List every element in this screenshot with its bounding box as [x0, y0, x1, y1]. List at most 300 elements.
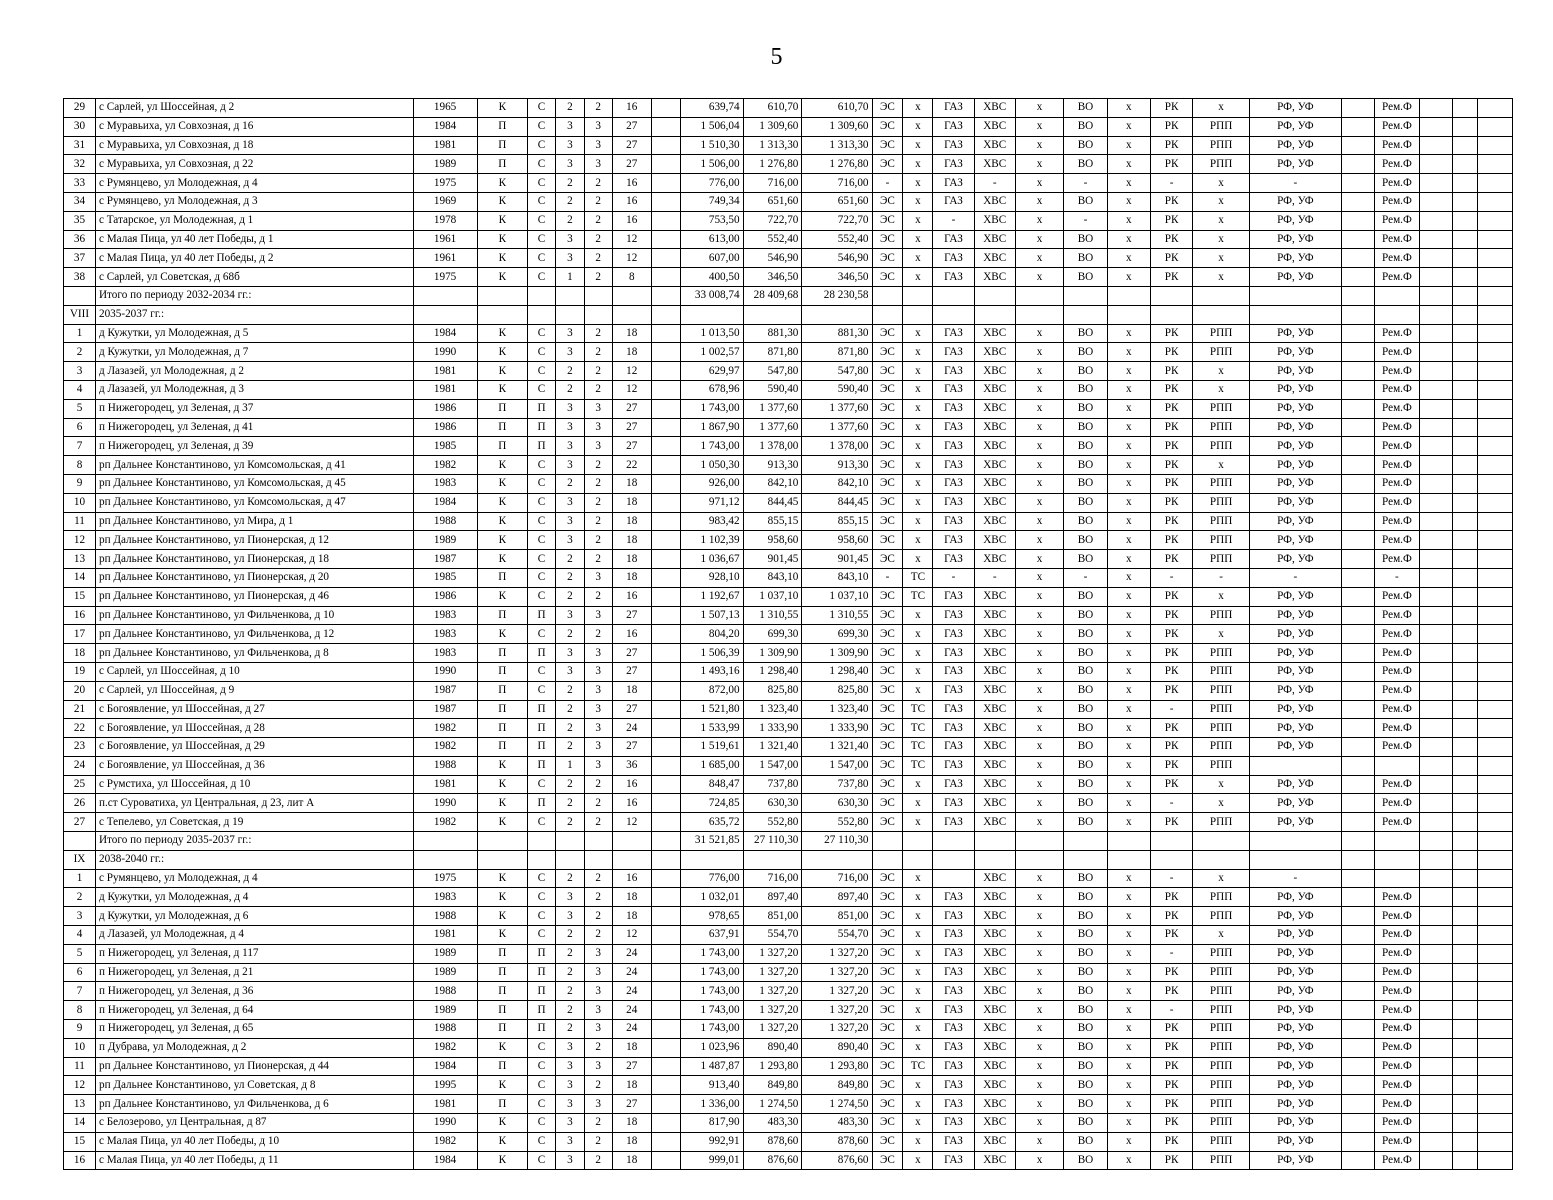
cell-residential-area: 842,10: [802, 474, 872, 493]
cell-gas: ГАЗ: [933, 1095, 974, 1114]
cell-facade: РФ, УФ: [1249, 324, 1341, 343]
cell-residential-area: 901,45: [802, 550, 872, 569]
cell-floors: 3: [555, 644, 584, 663]
cell-row-number: 30: [64, 117, 96, 136]
cell-apartments: 27: [612, 155, 651, 174]
cell-apartments: 24: [612, 1001, 651, 1020]
cell-blank-2: [1341, 456, 1374, 475]
cell-total-area: 33 008,74: [680, 286, 743, 305]
cell-electric: [872, 305, 903, 324]
cell-year-built: 1982: [413, 738, 477, 757]
cell-extra-4: [1477, 1038, 1512, 1057]
cell-roof-type: [528, 850, 556, 869]
cell-hot-water: х: [1015, 512, 1063, 531]
cell-floors: 2: [555, 625, 584, 644]
cell-drainage: -: [1064, 211, 1107, 230]
cell-floors: 1: [555, 268, 584, 287]
cell-blank: [651, 926, 680, 945]
cell-extra-3: [1453, 418, 1478, 437]
cell-capital-fund: Рем.Ф: [1374, 230, 1419, 249]
cell-residential-area: 871,80: [802, 343, 872, 362]
cell-capital-fund: Рем.Ф: [1374, 1151, 1419, 1170]
cell-drainage: ВО: [1064, 474, 1107, 493]
cell-living-area: 1 323,40: [743, 700, 802, 719]
cell-wall-material: П: [477, 738, 528, 757]
cell-entry-repair: РПП: [1193, 944, 1250, 963]
cell-electric: -: [872, 568, 903, 587]
cell-residential-area: 716,00: [802, 869, 872, 888]
cell-year-built: 1987: [413, 550, 477, 569]
cell-floors: 2: [555, 380, 584, 399]
cell-blank-2: [1341, 756, 1374, 775]
cell-entry-repair: РПП: [1193, 1151, 1250, 1170]
cell-capital-fund: Рем.Ф: [1374, 1057, 1419, 1076]
cell-total-area: 1 506,39: [680, 644, 743, 663]
cell-facade: РФ, УФ: [1249, 192, 1341, 211]
cell-year-built: 1983: [413, 888, 477, 907]
cell-extra-3: [1453, 662, 1478, 681]
cell-drainage: ВО: [1064, 1151, 1107, 1170]
cell-entry-repair: х: [1193, 775, 1250, 794]
cell-apartments: 18: [612, 1038, 651, 1057]
cell-capital-fund: [1374, 869, 1419, 888]
cell-drainage: ВО: [1064, 719, 1107, 738]
cell-entry-repair: х: [1193, 249, 1250, 268]
cell-residential-area: 1 327,20: [802, 963, 872, 982]
cell-total-area: 978,65: [680, 907, 743, 926]
cell-extra-2: [1420, 719, 1453, 738]
cell-residential-area: 552,40: [802, 230, 872, 249]
cell-blank-2: [1341, 512, 1374, 531]
cell-entrances: 3: [584, 437, 612, 456]
cell-wall-material: К: [477, 775, 528, 794]
cell-residential-area: 855,15: [802, 512, 872, 531]
cell-extra-1: х: [1107, 700, 1150, 719]
cell-roof-repair: -: [1150, 174, 1192, 193]
cell-residential-area: 1 298,40: [802, 662, 872, 681]
cell-electric: ЭС: [872, 362, 903, 381]
cell-entrances: 2: [584, 493, 612, 512]
cell-roof-type: С: [528, 380, 556, 399]
cell-row-number: 11: [64, 512, 96, 531]
cell-drainage: ВО: [1064, 794, 1107, 813]
cell-total-area: 678,96: [680, 380, 743, 399]
cell-living-area: 1 276,80: [743, 155, 802, 174]
cell-electric: ЭС: [872, 719, 903, 738]
cell-wall-material: К: [477, 456, 528, 475]
cell-blank-2: [1341, 738, 1374, 757]
cell-roof-type: П: [528, 963, 556, 982]
cell-gas: ГАЗ: [933, 362, 974, 381]
cell-capital-fund: Рем.Ф: [1374, 681, 1419, 700]
cell-gas: ГАЗ: [933, 512, 974, 531]
cell-address: рп Дальнее Константиново, ул Пионерская, д 18: [95, 550, 413, 569]
cell-address: д Кужутки, ул Молодежная, д 4: [95, 888, 413, 907]
cell-extra-4: [1477, 418, 1512, 437]
cell-row-number: 9: [64, 474, 96, 493]
cell-cold-water: -: [974, 174, 1015, 193]
cell-residential-area: 547,80: [802, 362, 872, 381]
cell-blank-2: [1341, 625, 1374, 644]
cell-heat: х: [903, 963, 933, 982]
housing-repair-table: [63, 98, 1513, 1170]
cell-apartments: 18: [612, 324, 651, 343]
cell-gas: ГАЗ: [933, 963, 974, 982]
cell-entrances: 3: [584, 719, 612, 738]
cell-roof-repair: РК: [1150, 1132, 1192, 1151]
cell-extra-4: [1477, 850, 1512, 869]
cell-extra-1: х: [1107, 794, 1150, 813]
cell-electric: ЭС: [872, 474, 903, 493]
cell-facade: РФ, УФ: [1249, 512, 1341, 531]
cell-wall-material: П: [477, 136, 528, 155]
cell-apartments: 18: [612, 1132, 651, 1151]
cell-extra-1: х: [1107, 963, 1150, 982]
cell-apartments: 27: [612, 1095, 651, 1114]
table-row: [64, 719, 1513, 738]
cell-total-area: 724,85: [680, 794, 743, 813]
cell-extra-4: [1477, 286, 1512, 305]
cell-wall-material: П: [477, 1020, 528, 1039]
cell-electric: ЭС: [872, 662, 903, 681]
cell-extra-4: [1477, 343, 1512, 362]
cell-extra-3: [1453, 907, 1478, 926]
cell-blank-2: [1341, 963, 1374, 982]
cell-year-built: 1990: [413, 794, 477, 813]
cell-extra-3: [1453, 493, 1478, 512]
cell-extra-2: [1420, 775, 1453, 794]
cell-capital-fund: Рем.Ф: [1374, 587, 1419, 606]
cell-extra-1: х: [1107, 362, 1150, 381]
cell-extra-2: [1420, 681, 1453, 700]
cell-drainage: ВО: [1064, 192, 1107, 211]
cell-living-area: 843,10: [743, 568, 802, 587]
cell-gas: ГАЗ: [933, 117, 974, 136]
cell-electric: ЭС: [872, 606, 903, 625]
cell-capital-fund: Рем.Ф: [1374, 362, 1419, 381]
cell-drainage: ВО: [1064, 944, 1107, 963]
cell-heat: х: [903, 550, 933, 569]
cell-extra-4: [1477, 1114, 1512, 1133]
cell-total-area: 1 506,00: [680, 155, 743, 174]
cell-address: д Кужутки, ул Молодежная, д 6: [95, 907, 413, 926]
cell-roof-type: П: [528, 700, 556, 719]
table-row: [64, 1151, 1513, 1170]
cell-apartments: 27: [612, 606, 651, 625]
cell-roof-repair: РК: [1150, 399, 1192, 418]
cell-living-area: 699,30: [743, 625, 802, 644]
cell-roof-repair: РК: [1150, 606, 1192, 625]
cell-blank-2: [1341, 550, 1374, 569]
cell-extra-2: [1420, 869, 1453, 888]
cell-extra-3: [1453, 305, 1478, 324]
cell-electric: ЭС: [872, 192, 903, 211]
cell-entry-repair: РПП: [1193, 606, 1250, 625]
cell-hot-water: х: [1015, 719, 1063, 738]
cell-apartments: 27: [612, 1057, 651, 1076]
cell-drainage: ВО: [1064, 1095, 1107, 1114]
cell-apartments: 16: [612, 625, 651, 644]
cell-address: с Румстиха, ул Шоссейная, д 10: [95, 775, 413, 794]
cell-residential-area: 1 327,20: [802, 982, 872, 1001]
cell-cold-water: -: [974, 568, 1015, 587]
cell-heat: х: [903, 606, 933, 625]
cell-blank: [651, 568, 680, 587]
cell-extra-3: [1453, 343, 1478, 362]
cell-drainage: ВО: [1064, 963, 1107, 982]
cell-facade: РФ, УФ: [1249, 155, 1341, 174]
cell-extra-1: х: [1107, 681, 1150, 700]
cell-entrances: 3: [584, 738, 612, 757]
cell-entry-repair: РПП: [1193, 1057, 1250, 1076]
cell-entry-repair: РПП: [1193, 324, 1250, 343]
cell-entry-repair: х: [1193, 230, 1250, 249]
cell-floors: 2: [555, 794, 584, 813]
cell-extra-4: [1477, 888, 1512, 907]
cell-residential-area: 849,80: [802, 1076, 872, 1095]
cell-floors: 3: [555, 1114, 584, 1133]
cell-gas: ГАЗ: [933, 1132, 974, 1151]
cell-residential-area: 844,45: [802, 493, 872, 512]
cell-facade: РФ, УФ: [1249, 268, 1341, 287]
cell-apartments: 18: [612, 1114, 651, 1133]
cell-cold-water: ХВС: [974, 249, 1015, 268]
cell-extra-2: [1420, 362, 1453, 381]
cell-living-area: 1 327,20: [743, 963, 802, 982]
table-row: [64, 662, 1513, 681]
cell-blank-2: [1341, 794, 1374, 813]
cell-facade: РФ, УФ: [1249, 136, 1341, 155]
cell-facade: РФ, УФ: [1249, 587, 1341, 606]
cell-electric: ЭС: [872, 324, 903, 343]
cell-total-area: 1 192,67: [680, 587, 743, 606]
cell-blank-2: [1341, 832, 1374, 851]
cell-address: рп Дальнее Константиново, ул Советская, д 8: [95, 1076, 413, 1095]
cell-row-number: 1: [64, 324, 96, 343]
cell-facade: РФ, УФ: [1249, 550, 1341, 569]
table-row: [64, 192, 1513, 211]
cell-apartments: 18: [612, 681, 651, 700]
cell-blank-2: [1341, 926, 1374, 945]
cell-address: с Сарлей, ул Шоссейная, д 10: [95, 662, 413, 681]
cell-electric: ЭС: [872, 1020, 903, 1039]
cell-extra-4: [1477, 380, 1512, 399]
cell-wall-material: К: [477, 1114, 528, 1133]
cell-apartments: [612, 305, 651, 324]
cell-extra-1: х: [1107, 380, 1150, 399]
cell-residential-area: 881,30: [802, 324, 872, 343]
cell-year-built: 1989: [413, 531, 477, 550]
cell-cold-water: ХВС: [974, 756, 1015, 775]
table-row: [64, 907, 1513, 926]
cell-gas: ГАЗ: [933, 719, 974, 738]
cell-hot-water: х: [1015, 1132, 1063, 1151]
cell-year-built: 1988: [413, 512, 477, 531]
cell-extra-4: [1477, 813, 1512, 832]
table-row: [64, 1114, 1513, 1133]
cell-blank: [651, 625, 680, 644]
cell-address: д Лазазей, ул Молодежная, д 2: [95, 362, 413, 381]
cell-extra-3: [1453, 286, 1478, 305]
cell-cold-water: ХВС: [974, 700, 1015, 719]
cell-hot-water: х: [1015, 1057, 1063, 1076]
cell-total-area: 400,50: [680, 268, 743, 287]
cell-roof-type: С: [528, 1114, 556, 1133]
cell-floors: 2: [555, 700, 584, 719]
cell-drainage: [1064, 850, 1107, 869]
cell-gas: ГАЗ: [933, 738, 974, 757]
cell-blank: [651, 1038, 680, 1057]
cell-extra-4: [1477, 531, 1512, 550]
cell-hot-water: х: [1015, 944, 1063, 963]
cell-apartments: 18: [612, 493, 651, 512]
cell-floors: 3: [555, 418, 584, 437]
cell-roof-repair: РК: [1150, 136, 1192, 155]
cell-address: с Белозерово, ул Центральная, д 87: [95, 1114, 413, 1133]
cell-total-area: [680, 305, 743, 324]
cell-address: с Румянцево, ул Молодежная, д 4: [95, 174, 413, 193]
cell-extra-4: [1477, 907, 1512, 926]
cell-roof-repair: РК: [1150, 1076, 1192, 1095]
cell-floors: [555, 850, 584, 869]
cell-blank: [651, 362, 680, 381]
cell-electric: [872, 832, 903, 851]
cell-entry-repair: РПП: [1193, 756, 1250, 775]
cell-extra-4: [1477, 644, 1512, 663]
cell-extra-1: [1107, 305, 1150, 324]
cell-roof-repair: -: [1150, 568, 1192, 587]
cell-total-area: 31 521,85: [680, 832, 743, 851]
cell-living-area: 881,30: [743, 324, 802, 343]
cell-floors: 2: [555, 775, 584, 794]
cell-cold-water: ХВС: [974, 1038, 1015, 1057]
cell-facade: РФ, УФ: [1249, 474, 1341, 493]
cell-blank: [651, 700, 680, 719]
cell-total-area: 1 050,30: [680, 456, 743, 475]
cell-facade: РФ, УФ: [1249, 1038, 1341, 1057]
cell-blank: [651, 249, 680, 268]
cell-hot-water: х: [1015, 324, 1063, 343]
cell-apartments: 16: [612, 99, 651, 118]
cell-extra-2: [1420, 493, 1453, 512]
cell-blank-2: [1341, 1076, 1374, 1095]
cell-living-area: 1 321,40: [743, 738, 802, 757]
cell-row-number: 6: [64, 963, 96, 982]
cell-roof-repair: РК: [1150, 1020, 1192, 1039]
cell-total-area: 629,97: [680, 362, 743, 381]
cell-extra-3: [1453, 606, 1478, 625]
cell-blank-2: [1341, 1151, 1374, 1170]
cell-roof-type: С: [528, 550, 556, 569]
cell-apartments: 16: [612, 794, 651, 813]
cell-entrances: 2: [584, 324, 612, 343]
cell-total-area: 753,50: [680, 211, 743, 230]
cell-capital-fund: Рем.Ф: [1374, 324, 1419, 343]
cell-entry-repair: РПП: [1193, 512, 1250, 531]
cell-total-area: 1 487,87: [680, 1057, 743, 1076]
cell-entry-repair: РПП: [1193, 1020, 1250, 1039]
table-row: [64, 380, 1513, 399]
cell-heat: х: [903, 1114, 933, 1133]
table-row: [64, 155, 1513, 174]
cell-blank-2: [1341, 869, 1374, 888]
cell-wall-material: П: [477, 399, 528, 418]
cell-floors: 2: [555, 362, 584, 381]
cell-blank: [651, 493, 680, 512]
cell-roof-type: С: [528, 456, 556, 475]
cell-year-built: 1982: [413, 1038, 477, 1057]
table-row: [64, 1001, 1513, 1020]
cell-living-area: 1 293,80: [743, 1057, 802, 1076]
cell-electric: ЭС: [872, 136, 903, 155]
cell-floors: 2: [555, 719, 584, 738]
cell-extra-4: [1477, 738, 1512, 757]
cell-wall-material: К: [477, 343, 528, 362]
cell-total-area: 848,47: [680, 775, 743, 794]
cell-extra-4: [1477, 136, 1512, 155]
cell-total-area: 639,74: [680, 99, 743, 118]
cell-row-number: 5: [64, 944, 96, 963]
cell-drainage: ВО: [1064, 1114, 1107, 1133]
cell-hot-water: [1015, 305, 1063, 324]
cell-row-number: 18: [64, 644, 96, 663]
cell-cold-water: ХВС: [974, 512, 1015, 531]
cell-address: Итого по периоду 2032-2034 гг.:: [95, 286, 413, 305]
cell-address: п Нижегородец, ул Зеленая, д 117: [95, 944, 413, 963]
cell-blank: [651, 192, 680, 211]
cell-blank-2: [1341, 850, 1374, 869]
cell-gas: ГАЗ: [933, 174, 974, 193]
cell-apartments: 27: [612, 399, 651, 418]
cell-residential-area: 913,30: [802, 456, 872, 475]
cell-address: д Кужутки, ул Молодежная, д 7: [95, 343, 413, 362]
cell-total-area: 1 743,00: [680, 437, 743, 456]
cell-roof-type: С: [528, 174, 556, 193]
cell-apartments: 16: [612, 192, 651, 211]
cell-address: п Дубрава, ул Молодежная, д 2: [95, 1038, 413, 1057]
cell-year-built: [413, 832, 477, 851]
cell-row-number: 7: [64, 437, 96, 456]
cell-living-area: 1 327,20: [743, 1001, 802, 1020]
cell-roof-repair: РК: [1150, 324, 1192, 343]
cell-extra-2: [1420, 963, 1453, 982]
cell-heat: х: [903, 418, 933, 437]
cell-address: рп Дальнее Константиново, ул Пионерская, д 44: [95, 1057, 413, 1076]
cell-heat: [903, 286, 933, 305]
cell-blank: [651, 380, 680, 399]
cell-electric: ЭС: [872, 813, 903, 832]
cell-residential-area: 346,50: [802, 268, 872, 287]
cell-heat: х: [903, 644, 933, 663]
cell-capital-fund: Рем.Ф: [1374, 738, 1419, 757]
cell-year-built: 1975: [413, 268, 477, 287]
cell-blank: [651, 136, 680, 155]
cell-wall-material: К: [477, 794, 528, 813]
cell-extra-1: х: [1107, 1057, 1150, 1076]
cell-electric: ЭС: [872, 738, 903, 757]
cell-capital-fund: Рем.Ф: [1374, 719, 1419, 738]
cell-row-number: VIII: [64, 305, 96, 324]
cell-blank-2: [1341, 324, 1374, 343]
cell-capital-fund: Рем.Ф: [1374, 926, 1419, 945]
cell-address: с Муравьиха, ул Совхозная, д 18: [95, 136, 413, 155]
cell-entry-repair: РПП: [1193, 963, 1250, 982]
cell-extra-2: [1420, 192, 1453, 211]
cell-hot-water: х: [1015, 926, 1063, 945]
cell-capital-fund: -: [1374, 568, 1419, 587]
cell-entrances: 2: [584, 249, 612, 268]
cell-cold-water: ХВС: [974, 362, 1015, 381]
